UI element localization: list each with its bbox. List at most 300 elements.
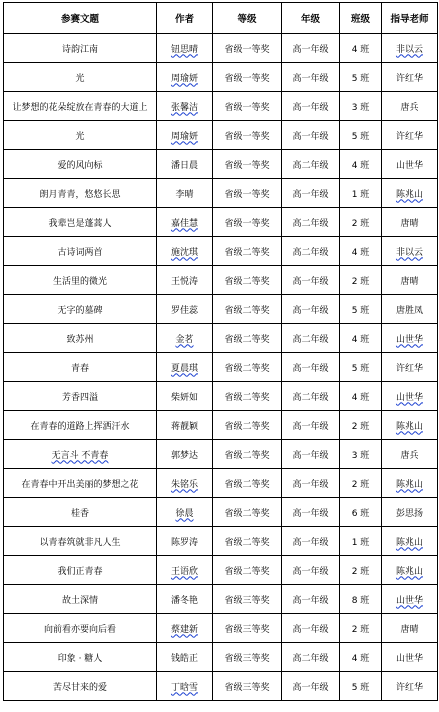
title-text: 我辈岂是蓬蒿人 (48, 218, 112, 229)
cell-title (4, 411, 157, 440)
table-row (4, 527, 438, 556)
author-text: 周瑜妍 (170, 73, 198, 84)
cell-author (157, 469, 213, 498)
cell-class (340, 527, 382, 556)
header-class: 班级 (340, 3, 382, 34)
cell-teacher (382, 179, 438, 208)
cell-author (157, 34, 213, 63)
table-row (4, 208, 438, 237)
cell-grade (282, 353, 340, 382)
title-text: 在青春的道路上挥洒汗水 (30, 421, 130, 432)
teacher-text: 陈兆山 (395, 566, 423, 577)
level-text: 省级二等奖 (224, 305, 270, 316)
title-text: 青春 (70, 363, 89, 374)
cell-title (4, 121, 157, 150)
cell-class (340, 324, 382, 353)
cell-author (157, 440, 213, 469)
cell-teacher (382, 63, 438, 92)
cell-teacher (382, 34, 438, 63)
author-text: 丁晗雪 (170, 682, 198, 693)
cell-class (340, 179, 382, 208)
table-row (4, 556, 438, 585)
cell-class (340, 585, 382, 614)
cell-class (340, 266, 382, 295)
cell-class (340, 614, 382, 643)
cell-title (4, 237, 157, 266)
level-text: 省级二等奖 (224, 508, 270, 519)
level-text: 省级一等奖 (224, 189, 270, 200)
cell-title (4, 469, 157, 498)
grade-text: 高二年级 (292, 653, 329, 664)
author-text: 钱皓正 (170, 653, 198, 664)
author-text: 潘冬艳 (170, 595, 198, 606)
grade-text: 高一年级 (292, 276, 329, 287)
teacher-text: 唐兵 (400, 102, 419, 113)
grade-text: 高二年级 (292, 160, 329, 171)
title-text: 古诗词两首 (57, 247, 103, 258)
cell-author (157, 92, 213, 121)
cell-grade (282, 208, 340, 237)
teacher-text: 非以云 (395, 247, 423, 258)
teacher-text: 陈兆山 (395, 479, 423, 490)
cell-level (213, 208, 282, 237)
header-author: 作者 (157, 3, 213, 34)
author-text: 朱铭乐 (170, 479, 198, 490)
cell-grade (282, 266, 340, 295)
teacher-text: 许红华 (395, 73, 423, 84)
cell-class (340, 672, 382, 701)
cell-level (213, 585, 282, 614)
grade-text: 高一年级 (292, 44, 329, 55)
table-row (4, 63, 438, 92)
cell-level (213, 295, 282, 324)
table-row (4, 179, 438, 208)
cell-author (157, 208, 213, 237)
title-text: 以青春筑就非凡人生 (39, 537, 121, 548)
table-row (4, 34, 438, 63)
level-text: 省级一等奖 (224, 131, 270, 142)
grade-text: 高一年级 (292, 479, 329, 490)
awards-table-body (4, 34, 438, 701)
title-text: 桂香 (70, 508, 89, 519)
cell-author (157, 643, 213, 672)
author-text: 王语欣 (170, 566, 198, 577)
cell-class (340, 150, 382, 179)
grade-text: 高一年级 (292, 450, 329, 461)
cell-title (4, 382, 157, 411)
class-text: 2 班 (351, 566, 370, 577)
title-text: 印象 · 糖人 (57, 653, 103, 664)
grade-text: 高二年级 (292, 392, 329, 403)
cell-author (157, 295, 213, 324)
cell-author (157, 585, 213, 614)
class-text: 2 班 (351, 479, 370, 490)
cell-title (4, 63, 157, 92)
class-text: 4 班 (351, 160, 370, 171)
class-text: 2 班 (351, 276, 370, 287)
class-text: 1 班 (351, 189, 370, 200)
table-row (4, 92, 438, 121)
cell-class (340, 643, 382, 672)
cell-title (4, 34, 157, 63)
cell-title (4, 527, 157, 556)
cell-title (4, 614, 157, 643)
grade-text: 高一年级 (292, 131, 329, 142)
cell-grade (282, 295, 340, 324)
class-text: 1 班 (351, 537, 370, 548)
level-text: 省级一等奖 (224, 218, 270, 229)
author-text: 周瑜妍 (170, 131, 198, 142)
teacher-text: 非以云 (395, 44, 423, 55)
title-text: 芳香四溢 (61, 392, 98, 403)
teacher-text: 许红华 (395, 131, 423, 142)
class-text: 4 班 (351, 653, 370, 664)
author-text: 徐晨 (175, 508, 194, 519)
cell-teacher (382, 353, 438, 382)
cell-class (340, 92, 382, 121)
title-text: 在青春中开出美丽的梦想之花 (21, 479, 139, 490)
cell-level (213, 643, 282, 672)
header-title: 参赛文题 (4, 3, 157, 34)
level-text: 省级二等奖 (224, 537, 270, 548)
table-row (4, 672, 438, 701)
table-row (4, 324, 438, 353)
level-text: 省级一等奖 (224, 160, 270, 171)
cell-level (213, 121, 282, 150)
cell-level (213, 237, 282, 266)
title-text: 向前看亦要向后看 (43, 624, 116, 635)
cell-title (4, 150, 157, 179)
cell-class (340, 34, 382, 63)
cell-class (340, 295, 382, 324)
cell-grade (282, 585, 340, 614)
cell-teacher (382, 237, 438, 266)
table-row (4, 498, 438, 527)
cell-teacher (382, 643, 438, 672)
teacher-text: 唐晴 (400, 276, 419, 287)
class-text: 2 班 (351, 421, 370, 432)
header-level: 等级 (213, 3, 282, 34)
cell-teacher (382, 208, 438, 237)
level-text: 省级二等奖 (224, 479, 270, 490)
cell-class (340, 440, 382, 469)
cell-class (340, 63, 382, 92)
cell-title (4, 440, 157, 469)
level-text: 省级二等奖 (224, 276, 270, 287)
cell-grade (282, 498, 340, 527)
cell-teacher (382, 614, 438, 643)
cell-class (340, 353, 382, 382)
author-text: 金茗 (175, 334, 194, 345)
class-text: 2 班 (351, 624, 370, 635)
author-text: 柴妍如 (170, 392, 198, 403)
awards-table (3, 2, 438, 701)
cell-grade (282, 150, 340, 179)
teacher-text: 许红华 (395, 682, 423, 693)
level-text: 省级一等奖 (224, 102, 270, 113)
cell-teacher (382, 672, 438, 701)
cell-teacher (382, 411, 438, 440)
level-text: 省级二等奖 (224, 392, 270, 403)
cell-title (4, 353, 157, 382)
teacher-text: 唐晴 (400, 218, 419, 229)
grade-text: 高一年级 (292, 682, 329, 693)
cell-author (157, 179, 213, 208)
cell-grade (282, 440, 340, 469)
level-text: 省级一等奖 (224, 44, 270, 55)
title-text: 苦尽甘来的爱 (52, 682, 107, 693)
cell-level (213, 353, 282, 382)
class-text: 6 班 (351, 508, 370, 519)
title-text: 无言斗 不青春 (51, 450, 109, 461)
grade-text: 高一年级 (292, 624, 329, 635)
class-text: 5 班 (351, 73, 370, 84)
class-text: 4 班 (351, 392, 370, 403)
cell-class (340, 382, 382, 411)
cell-level (213, 411, 282, 440)
cell-teacher (382, 382, 438, 411)
cell-grade (282, 672, 340, 701)
teacher-text: 陈兆山 (395, 421, 423, 432)
table-row (4, 614, 438, 643)
awards-table-container (3, 2, 437, 701)
author-text: 张馨洁 (170, 102, 198, 113)
cell-author (157, 63, 213, 92)
grade-text: 高一年级 (292, 73, 329, 84)
cell-teacher (382, 150, 438, 179)
cell-teacher (382, 585, 438, 614)
cell-title (4, 643, 157, 672)
cell-grade (282, 179, 340, 208)
title-text: 无字的墓碑 (57, 305, 103, 316)
class-text: 5 班 (351, 131, 370, 142)
cell-class (340, 556, 382, 585)
title-text: 让梦想的花朵绽放在青春的大道上 (12, 102, 148, 113)
table-row (4, 266, 438, 295)
cell-class (340, 208, 382, 237)
cell-class (340, 498, 382, 527)
cell-level (213, 527, 282, 556)
cell-level (213, 382, 282, 411)
header-row (4, 3, 438, 34)
cell-teacher (382, 469, 438, 498)
title-text: 致苏州 (66, 334, 94, 345)
cell-author (157, 237, 213, 266)
cell-teacher (382, 440, 438, 469)
cell-author (157, 324, 213, 353)
level-text: 省级二等奖 (224, 566, 270, 577)
grade-text: 高一年级 (292, 363, 329, 374)
cell-grade (282, 237, 340, 266)
grade-text: 高一年级 (292, 102, 329, 113)
author-text: 罗佳蕊 (170, 305, 198, 316)
cell-grade (282, 92, 340, 121)
title-text: 故土深情 (61, 595, 98, 606)
cell-author (157, 121, 213, 150)
cell-author (157, 527, 213, 556)
table-row (4, 150, 438, 179)
class-text: 2 班 (351, 218, 370, 229)
cell-title (4, 208, 157, 237)
teacher-text: 陈兆山 (395, 189, 423, 200)
teacher-text: 山世华 (395, 392, 423, 403)
level-text: 省级二等奖 (224, 421, 270, 432)
class-text: 3 班 (351, 450, 370, 461)
author-text: 陈罗涛 (170, 537, 198, 548)
cell-grade (282, 63, 340, 92)
grade-text: 高一年级 (292, 595, 329, 606)
cell-grade (282, 527, 340, 556)
cell-level (213, 324, 282, 353)
title-text: 我们正青春 (57, 566, 103, 577)
cell-level (213, 672, 282, 701)
class-text: 5 班 (351, 363, 370, 374)
cell-grade (282, 382, 340, 411)
grade-text: 高二年级 (292, 218, 329, 229)
level-text: 省级三等奖 (224, 682, 270, 693)
class-text: 5 班 (351, 305, 370, 316)
cell-class (340, 121, 382, 150)
author-text: 李晴 (175, 189, 194, 200)
cell-teacher (382, 498, 438, 527)
table-row (4, 237, 438, 266)
author-text: 钮思晴 (170, 44, 198, 55)
cell-level (213, 150, 282, 179)
cell-level (213, 266, 282, 295)
cell-grade (282, 411, 340, 440)
cell-teacher (382, 324, 438, 353)
cell-title (4, 556, 157, 585)
table-row (4, 295, 438, 324)
cell-teacher (382, 92, 438, 121)
cell-teacher (382, 527, 438, 556)
level-text: 省级三等奖 (224, 624, 270, 635)
teacher-text: 唐晴 (400, 624, 419, 635)
cell-title (4, 585, 157, 614)
cell-level (213, 92, 282, 121)
author-text: 郭梦达 (170, 450, 198, 461)
level-text: 省级二等奖 (224, 363, 270, 374)
cell-title (4, 324, 157, 353)
grade-text: 高一年级 (292, 421, 329, 432)
header-teacher: 指导老师 (382, 3, 438, 34)
cell-level (213, 440, 282, 469)
cell-grade (282, 121, 340, 150)
teacher-text: 许红华 (395, 363, 423, 374)
cell-author (157, 150, 213, 179)
table-row (4, 469, 438, 498)
level-text: 省级一等奖 (224, 73, 270, 84)
cell-level (213, 498, 282, 527)
grade-text: 高二年级 (292, 247, 329, 258)
cell-grade (282, 556, 340, 585)
author-text: 蔡建新 (170, 624, 198, 635)
teacher-text: 陈兆山 (395, 537, 423, 548)
level-text: 省级二等奖 (224, 247, 270, 258)
cell-author (157, 498, 213, 527)
cell-teacher (382, 295, 438, 324)
class-text: 4 班 (351, 334, 370, 345)
title-text: 光 (75, 131, 85, 142)
cell-grade (282, 469, 340, 498)
class-text: 4 班 (351, 44, 370, 55)
header-grade: 年级 (282, 3, 340, 34)
cell-title (4, 672, 157, 701)
grade-text: 高一年级 (292, 305, 329, 316)
level-text: 省级三等奖 (224, 653, 270, 664)
cell-class (340, 469, 382, 498)
cell-author (157, 614, 213, 643)
teacher-text: 山世华 (395, 595, 423, 606)
author-text: 王悦涛 (170, 276, 198, 287)
table-row (4, 382, 438, 411)
teacher-text: 唐胜凤 (395, 305, 423, 316)
table-row (4, 121, 438, 150)
author-text: 施沈琪 (170, 247, 198, 258)
table-row (4, 440, 438, 469)
cell-grade (282, 34, 340, 63)
author-text: 嘉佳慧 (170, 218, 198, 229)
grade-text: 高一年级 (292, 508, 329, 519)
level-text: 省级二等奖 (224, 334, 270, 345)
cell-author (157, 556, 213, 585)
cell-level (213, 614, 282, 643)
teacher-text: 唐兵 (400, 450, 419, 461)
cell-teacher (382, 556, 438, 585)
table-row (4, 643, 438, 672)
cell-level (213, 469, 282, 498)
grade-text: 高一年级 (292, 537, 329, 548)
cell-author (157, 382, 213, 411)
title-text: 光 (75, 73, 85, 84)
grade-text: 高二年级 (292, 334, 329, 345)
cell-author (157, 266, 213, 295)
cell-class (340, 411, 382, 440)
cell-grade (282, 324, 340, 353)
cell-grade (282, 643, 340, 672)
teacher-text: 彭思扬 (395, 508, 423, 519)
table-row (4, 353, 438, 382)
title-text: 朗月青青，悠悠长思 (39, 189, 121, 200)
cell-grade (282, 614, 340, 643)
class-text: 8 班 (351, 595, 370, 606)
cell-level (213, 179, 282, 208)
cell-class (340, 237, 382, 266)
teacher-text: 山世华 (395, 653, 423, 664)
table-row (4, 585, 438, 614)
cell-author (157, 411, 213, 440)
cell-title (4, 92, 157, 121)
author-text: 潘日晨 (170, 160, 198, 171)
cell-level (213, 63, 282, 92)
teacher-text: 山世华 (395, 160, 423, 171)
cell-title (4, 266, 157, 295)
table-row (4, 411, 438, 440)
grade-text: 高一年级 (292, 189, 329, 200)
level-text: 省级二等奖 (224, 450, 270, 461)
cell-title (4, 179, 157, 208)
grade-text: 高一年级 (292, 566, 329, 577)
cell-author (157, 353, 213, 382)
cell-teacher (382, 266, 438, 295)
class-text: 3 班 (351, 102, 370, 113)
class-text: 4 班 (351, 247, 370, 258)
cell-level (213, 34, 282, 63)
cell-level (213, 556, 282, 585)
teacher-text: 山世华 (395, 334, 423, 345)
cell-author (157, 672, 213, 701)
level-text: 省级三等奖 (224, 595, 270, 606)
